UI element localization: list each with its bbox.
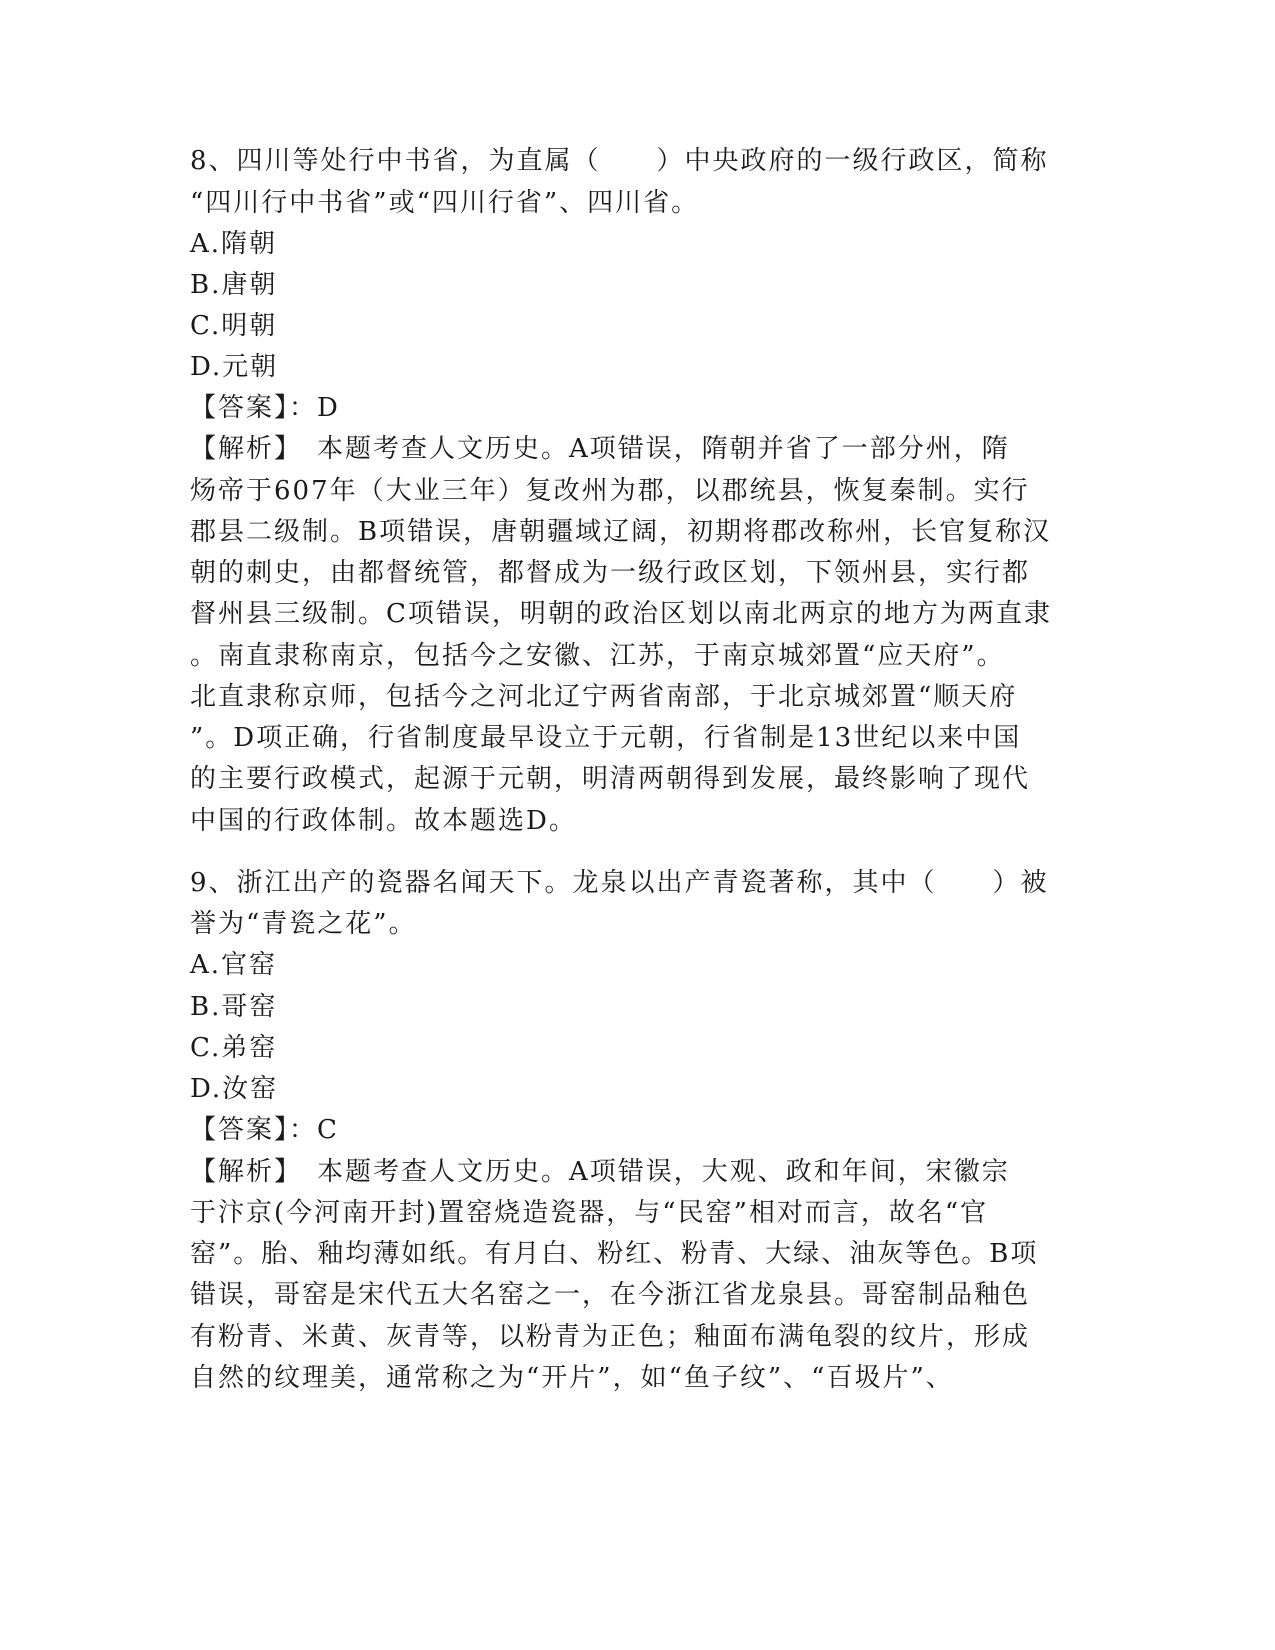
q8-analysis-line: 北直隶称京师，包括今之河北辽宁两省南部，于北京城郊置“顺天府 [190, 682, 1018, 712]
q8-option-d: D.元朝 [190, 352, 279, 382]
q8-stem-line-1: 8、四川等处行中书省，为直属（ ）中央政府的一级行政区，简称 [190, 146, 1049, 176]
q8-option-b: B.唐朝 [190, 270, 278, 300]
q8-analysis-line: 的主要行政模式，起源于元朝，明清两朝得到发展，最终影响了现代 [190, 764, 1031, 794]
q9-analysis-line: 有粉青、米黄、灰青等，以粉青为正色；釉面布满龟裂的纹片，形成 [190, 1322, 1031, 1352]
q8-analysis-line: ”。D项正确，行省制度最早设立于元朝，行省制是13世纪以来中国 [190, 723, 1022, 753]
q8-analysis-line: 中国的行政体制。故本题选D。 [190, 806, 577, 836]
q9-analysis-line: 错误，哥窑是宋代五大名窑之一，在今浙江省龙泉县。哥窑制品釉色 [190, 1280, 1031, 1310]
q8-analysis-line: 【解析】 本题考查人文历史。A项错误，隋朝并省了一部分州，隋 [190, 434, 1010, 464]
q9-analysis-line: 【解析】 本题考查人文历史。A项错误，大观、政和年间，宋徽宗 [190, 1157, 1010, 1187]
q8-analysis-line: 朝的刺史，由都督统管，都督成为一级行政区划，下领州县，实行都 [190, 558, 1031, 588]
q8-stem-line-2: “四川行中书省”或“四川行省”、四川省。 [190, 188, 700, 218]
q8-analysis-line: 炀帝于607年（大业三年）复改州为郡，以郡统县，恢复秦制。实行 [190, 476, 1030, 506]
q8-analysis-line: 。南直隶称南京，包括今之安徽、江苏，于南京城郊置“应天府”。 [190, 641, 1005, 671]
q9-option-a: A.官窑 [190, 950, 278, 980]
q9-option-c: C.弟窑 [190, 1033, 278, 1063]
q9-answer: 【答案】：C [190, 1115, 339, 1145]
q8-answer: 【答案】：D [190, 393, 340, 423]
q8-option-a: A.隋朝 [190, 229, 278, 259]
q9-option-d: D.汝窑 [190, 1074, 279, 1104]
q8-analysis-line: 郡县二级制。B项错误，唐朝疆域辽阔，初期将郡改称州，长官复称汉 [190, 517, 1052, 547]
q9-option-b: B.哥窑 [190, 992, 278, 1022]
q9-analysis-line: 窑”。胎、釉均薄如纸。有月白、粉红、粉青、大绿、油灰等色。B项 [190, 1239, 1039, 1269]
q8-option-c: C.明朝 [190, 311, 278, 341]
q9-stem-line-2: 誉为“青瓷之花”。 [190, 909, 417, 939]
q8-analysis-line: 督州县三级制。C项错误，明朝的政治区划以南北两京的地方为两直隶 [190, 599, 1052, 629]
q9-analysis-line: 于汴京(今河南开封)置窑烧造瓷器，与“民窑”相对而言，故名“官 [190, 1198, 989, 1228]
q9-analysis-line: 自然的纹理美，通常称之为“开片”，如“鱼子纹”、“百圾片”、 [190, 1363, 954, 1393]
q9-stem-line-1: 9、浙江出产的瓷器名闻天下。龙泉以出产青瓷著称，其中（ ）被 [190, 868, 1049, 898]
